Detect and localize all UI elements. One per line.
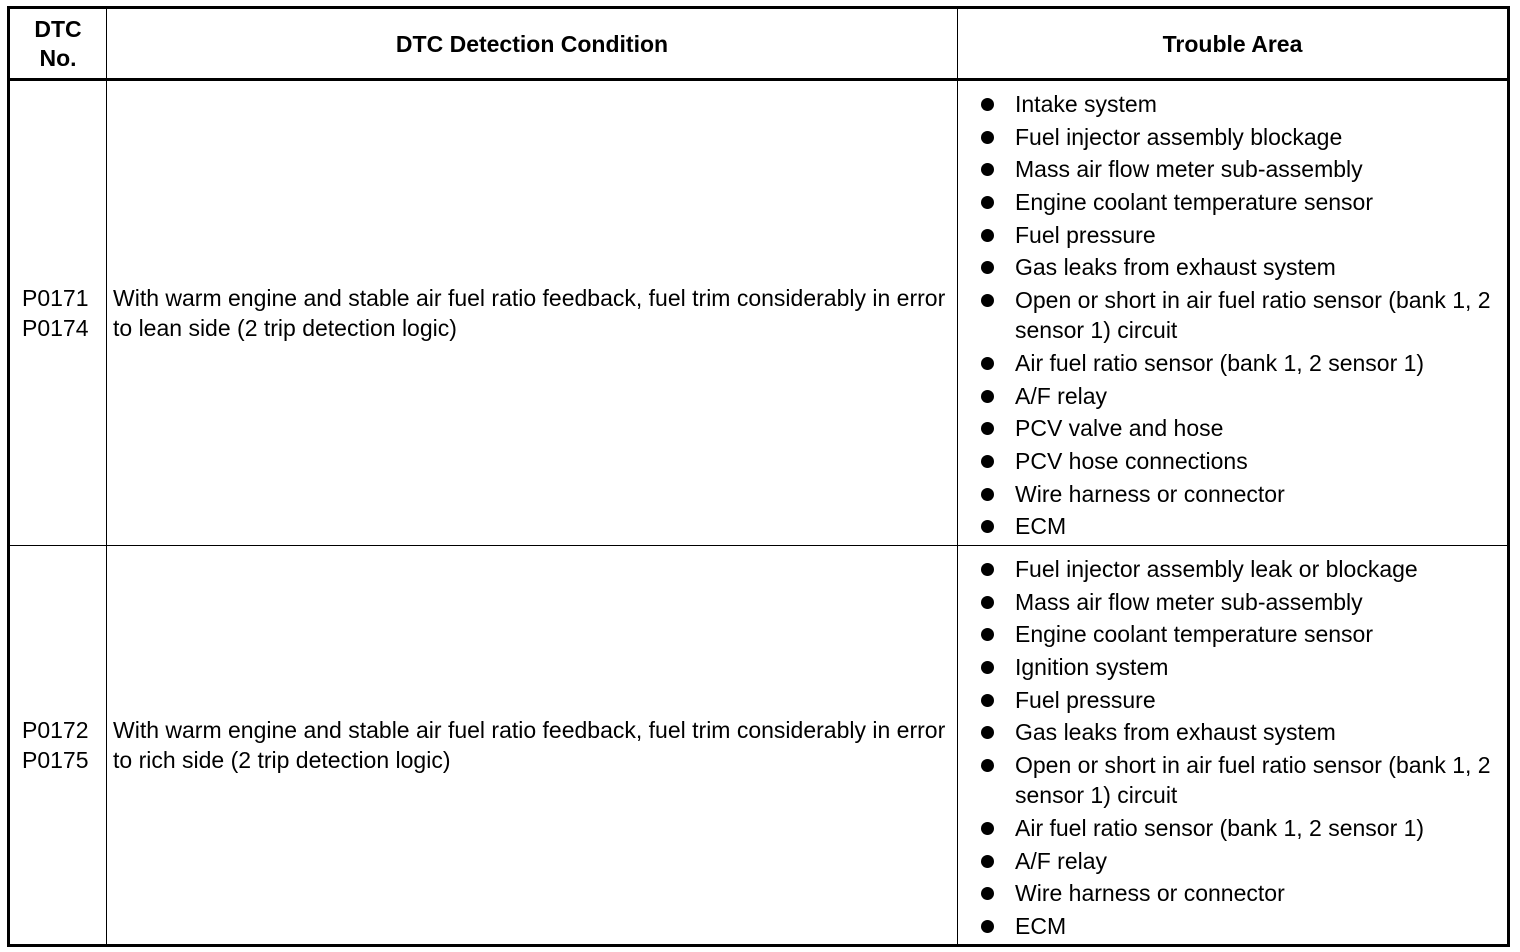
bullet-icon — [981, 163, 994, 176]
list-item — [978, 878, 1497, 908]
trouble-area-text: Fuel pressure — [1015, 686, 1156, 713]
trouble-area-text: Fuel pressure — [1015, 221, 1156, 248]
dtc-code: P0172 — [22, 716, 89, 743]
header-trouble-area: Trouble Area — [958, 8, 1509, 80]
bullet-icon — [981, 520, 994, 533]
bullet-icon — [981, 357, 994, 370]
list-item — [978, 846, 1497, 876]
list-item — [978, 554, 1497, 584]
list-item — [978, 154, 1497, 184]
header-row — [9, 8, 1509, 80]
detection-condition: With warm engine and stable air fuel ratio feedback, fuel trim considerably in error to rich side (2 trip detection logic) — [107, 546, 958, 946]
bullet-icon — [981, 920, 994, 933]
list-item — [978, 587, 1497, 617]
trouble-area-text: Gas leaks from exhaust system — [1015, 254, 1336, 281]
list-item — [978, 89, 1497, 119]
list-item — [978, 911, 1497, 941]
dtc-codes-cell — [9, 546, 107, 946]
header-condition: DTC Detection Condition — [107, 8, 958, 80]
trouble-area-text: PCV valve and hose — [1015, 415, 1224, 442]
header-dtc-no-line1: DTC — [34, 15, 82, 42]
dtc-code: P0171 — [22, 285, 89, 311]
trouble-area-text: Ignition system — [1015, 654, 1169, 681]
trouble-area-text: Wire harness or connector — [1015, 880, 1285, 907]
table-row — [9, 80, 1509, 546]
bullet-icon — [981, 261, 994, 274]
bullet-icon — [981, 229, 994, 242]
dtc-table — [7, 6, 1510, 947]
bullet-icon — [981, 726, 994, 739]
trouble-area-text: A/F relay — [1015, 847, 1108, 874]
header-dtc-no-line2: No. — [39, 44, 77, 71]
list-item — [978, 717, 1497, 747]
list-item — [978, 348, 1497, 378]
trouble-area-text: Open or short in air fuel ratio sensor (bank 1, 2 sensor 1) circuit — [1015, 752, 1491, 809]
trouble-area-text: ECM — [1015, 912, 1067, 939]
trouble-area-cell — [958, 546, 1509, 946]
list-item — [978, 122, 1497, 152]
trouble-area-text: Gas leaks from exhaust system — [1015, 719, 1336, 746]
list-item — [978, 381, 1497, 411]
bullet-icon — [981, 822, 994, 835]
list-item — [978, 813, 1497, 843]
bullet-icon — [981, 887, 994, 900]
trouble-area-text: Mass air flow meter sub-assembly — [1015, 156, 1363, 183]
trouble-area-list — [978, 554, 1497, 941]
trouble-area-text: Engine coolant temperature sensor — [1015, 189, 1373, 216]
list-item — [978, 685, 1497, 715]
trouble-area-text: ECM — [1015, 513, 1067, 540]
trouble-area-text: Wire harness or connector — [1015, 480, 1285, 507]
list-item — [978, 511, 1497, 541]
list-item — [978, 750, 1497, 810]
list-item — [978, 285, 1497, 345]
trouble-area-text: Engine coolant temperature sensor — [1015, 621, 1373, 648]
list-item — [978, 446, 1497, 476]
list-item — [978, 479, 1497, 509]
bullet-icon — [981, 661, 994, 674]
bullet-icon — [981, 455, 994, 468]
bullet-icon — [981, 422, 994, 435]
table-row — [9, 546, 1509, 946]
detection-condition: With warm engine and stable air fuel ratio feedback, fuel trim considerably in error to lean side (2 trip detection logic) — [107, 80, 958, 546]
list-item — [978, 619, 1497, 649]
bullet-icon — [981, 759, 994, 772]
trouble-area-text: PCV hose connections — [1015, 447, 1248, 474]
bullet-icon — [981, 855, 994, 868]
list-item — [978, 220, 1497, 250]
bullet-icon — [981, 98, 994, 111]
bullet-icon — [981, 196, 994, 209]
trouble-area-list — [978, 89, 1497, 541]
trouble-area-text: Fuel injector assembly blockage — [1015, 123, 1343, 150]
trouble-area-text: Open or short in air fuel ratio sensor (bank 1, 2 sensor 1) circuit — [1015, 287, 1491, 344]
bullet-icon — [981, 596, 994, 609]
trouble-area-cell — [958, 80, 1509, 546]
list-item — [978, 187, 1497, 217]
header-dtc-no — [9, 8, 107, 80]
bullet-icon — [981, 294, 994, 307]
list-item — [978, 252, 1497, 282]
bullet-icon — [981, 694, 994, 707]
bullet-icon — [981, 563, 994, 576]
trouble-area-text: Air fuel ratio sensor (bank 1, 2 sensor 1) — [1015, 814, 1425, 841]
bullet-icon — [981, 131, 994, 144]
dtc-code: P0175 — [22, 746, 89, 773]
dtc-code: P0174 — [22, 315, 89, 341]
trouble-area-text: Intake system — [1015, 91, 1157, 117]
dtc-codes-cell — [9, 80, 107, 546]
bullet-icon — [981, 390, 994, 403]
trouble-area-text: Fuel injector assembly leak or blockage — [1015, 556, 1418, 582]
list-item — [978, 413, 1497, 443]
trouble-area-text: Mass air flow meter sub-assembly — [1015, 588, 1363, 615]
bullet-icon — [981, 488, 994, 501]
trouble-area-text: Air fuel ratio sensor (bank 1, 2 sensor 1) — [1015, 349, 1425, 376]
list-item — [978, 652, 1497, 682]
bullet-icon — [981, 628, 994, 641]
trouble-area-text: A/F relay — [1015, 382, 1108, 409]
